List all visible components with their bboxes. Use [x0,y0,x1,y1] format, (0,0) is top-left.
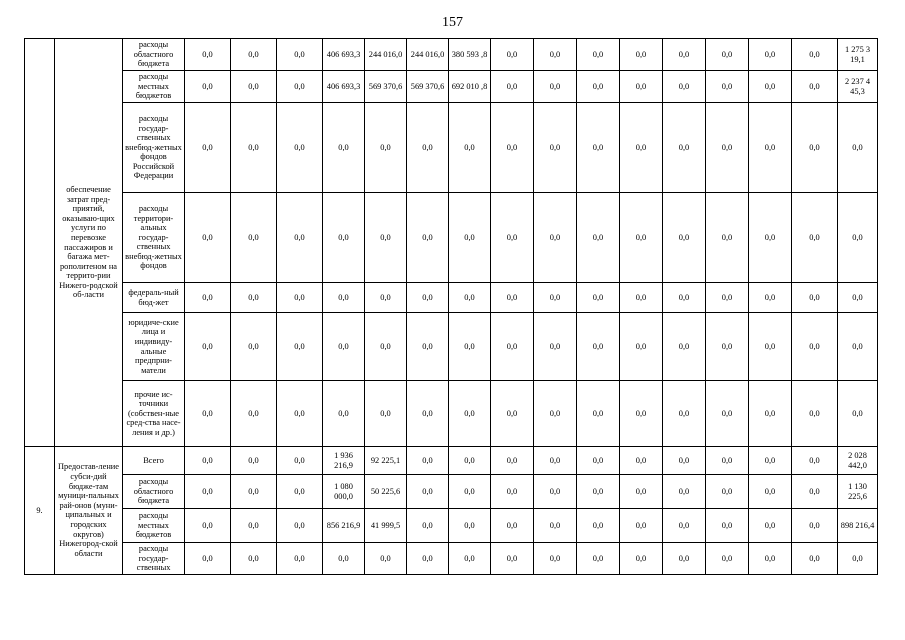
value-cell: 0,0 [706,543,749,575]
value-cell: 0,0 [231,71,277,103]
value-cell: 0,0 [749,447,792,475]
value-cell: 0,0 [792,193,838,283]
funding-source: расходы государ-ственных внебюд-жетных фондов Российской Федерации [123,103,185,193]
value-cell: 0,0 [277,543,323,575]
value-cell: 0,0 [706,103,749,193]
value-cell: 0,0 [323,283,365,313]
value-cell: 0,0 [706,283,749,313]
value-cell: 0,0 [577,509,620,543]
value-cell: 856 216,9 [323,509,365,543]
value-cell: 0,0 [838,193,878,283]
value-cell: 0,0 [323,543,365,575]
value-cell: 0,0 [620,381,663,447]
value-cell: 0,0 [491,103,534,193]
value-cell: 0,0 [838,103,878,193]
value-cell: 0,0 [277,193,323,283]
value-cell: 406 693,3 [323,39,365,71]
value-cell: 0,0 [534,509,577,543]
value-cell: 0,0 [749,509,792,543]
value-cell: 0,0 [620,509,663,543]
value-cell: 0,0 [749,313,792,381]
value-cell: 0,0 [449,283,491,313]
table-row [25,71,878,103]
table-row [25,509,878,543]
value-cell: 0,0 [577,447,620,475]
value-cell: 0,0 [407,543,449,575]
funding-source: расходы местных бюджетов [123,509,185,543]
table-row [25,193,878,283]
value-cell: 0,0 [577,39,620,71]
value-cell: 0,0 [577,313,620,381]
value-cell: 0,0 [792,313,838,381]
funding-source: расходы территори-альных государ-ственных внебюд-жетных фондов [123,193,185,283]
funding-source: расходы государ-ственных [123,543,185,575]
value-cell: 569 370,6 [365,71,407,103]
value-cell: 0,0 [534,39,577,71]
value-cell: 0,0 [792,447,838,475]
value-cell: 0,0 [792,381,838,447]
value-cell: 898 216,4 [838,509,878,543]
value-cell: 0,0 [534,283,577,313]
value-cell: 0,0 [365,193,407,283]
value-cell: 0,0 [620,103,663,193]
value-cell: 0,0 [663,447,706,475]
value-cell: 0,0 [231,103,277,193]
value-cell: 244 016,0 [407,39,449,71]
value-cell: 0,0 [277,39,323,71]
value-cell: 0,0 [323,103,365,193]
value-cell: 41 999,5 [365,509,407,543]
value-cell: 0,0 [663,543,706,575]
value-cell: 0,0 [706,193,749,283]
table-row [25,381,878,447]
value-cell: 0,0 [577,543,620,575]
table-row [25,103,878,193]
value-cell: 0,0 [749,193,792,283]
value-cell: 0,0 [749,543,792,575]
value-cell: 0,0 [231,193,277,283]
value-cell: 406 693,3 [323,71,365,103]
value-cell: 0,0 [838,543,878,575]
section-number [25,39,55,447]
value-cell: 0,0 [407,313,449,381]
funding-source: расходы областного бюджета [123,39,185,71]
table-row [25,283,878,313]
value-cell: 0,0 [407,509,449,543]
value-cell: 0,0 [231,543,277,575]
value-cell: 0,0 [491,509,534,543]
section-number: 9. [25,447,55,575]
value-cell: 0,0 [577,283,620,313]
value-cell: 0,0 [449,193,491,283]
value-cell: 0,0 [620,543,663,575]
value-cell: 0,0 [749,71,792,103]
value-cell: 0,0 [185,193,231,283]
value-cell: 1 130 225,6 [838,475,878,509]
value-cell: 0,0 [491,283,534,313]
value-cell: 0,0 [185,283,231,313]
value-cell: 0,0 [407,381,449,447]
value-cell: 0,0 [185,39,231,71]
value-cell: 0,0 [365,103,407,193]
value-cell: 0,0 [491,313,534,381]
value-cell: 92 225,1 [365,447,407,475]
value-cell: 0,0 [323,313,365,381]
value-cell: 0,0 [620,193,663,283]
value-cell: 0,0 [620,475,663,509]
value-cell: 0,0 [277,283,323,313]
value-cell: 0,0 [577,103,620,193]
value-cell: 0,0 [365,543,407,575]
value-cell: 0,0 [277,103,323,193]
value-cell: 0,0 [534,103,577,193]
value-cell: 0,0 [185,313,231,381]
value-cell: 569 370,6 [407,71,449,103]
value-cell: 0,0 [706,39,749,71]
value-cell: 0,0 [706,475,749,509]
value-cell: 0,0 [706,71,749,103]
value-cell: 0,0 [663,475,706,509]
value-cell: 0,0 [277,381,323,447]
value-cell: 0,0 [838,313,878,381]
value-cell: 0,0 [663,103,706,193]
value-cell: 0,0 [365,381,407,447]
value-cell: 0,0 [491,543,534,575]
value-cell: 0,0 [706,381,749,447]
funding-source: федераль-ный бюд-жет [123,283,185,313]
value-cell: 1 080 000,0 [323,475,365,509]
value-cell: 0,0 [706,313,749,381]
value-cell: 0,0 [491,39,534,71]
value-cell: 0,0 [577,193,620,283]
value-cell: 0,0 [749,475,792,509]
value-cell: 1 275 3 19,1 [838,39,878,71]
value-cell: 0,0 [185,475,231,509]
value-cell: 0,0 [277,475,323,509]
value-cell: 1 936 216,9 [323,447,365,475]
value-cell: 0,0 [491,193,534,283]
value-cell: 0,0 [792,103,838,193]
value-cell: 0,0 [185,543,231,575]
value-cell: 0,0 [449,313,491,381]
value-cell: 0,0 [534,381,577,447]
value-cell: 0,0 [365,283,407,313]
value-cell: 0,0 [407,103,449,193]
value-cell: 0,0 [792,283,838,313]
value-cell: 0,0 [185,381,231,447]
value-cell: 0,0 [449,103,491,193]
budget-table [24,38,878,575]
funding-source: Всего [123,447,185,475]
value-cell: 0,0 [449,543,491,575]
table-row [25,447,878,475]
table-row [25,313,878,381]
value-cell: 0,0 [749,103,792,193]
value-cell: 0,0 [663,509,706,543]
value-cell: 0,0 [663,193,706,283]
value-cell: 0,0 [231,381,277,447]
value-cell: 0,0 [838,283,878,313]
value-cell: 0,0 [663,39,706,71]
value-cell: 0,0 [663,283,706,313]
value-cell: 0,0 [534,543,577,575]
value-cell: 0,0 [449,475,491,509]
value-cell: 0,0 [323,381,365,447]
value-cell: 0,0 [231,283,277,313]
value-cell: 0,0 [577,71,620,103]
value-cell: 0,0 [838,381,878,447]
value-cell: 0,0 [577,475,620,509]
value-cell: 0,0 [620,283,663,313]
value-cell: 692 010 ,8 [449,71,491,103]
value-cell: 0,0 [323,193,365,283]
value-cell: 50 225,6 [365,475,407,509]
value-cell: 0,0 [534,313,577,381]
value-cell: 244 016,0 [365,39,407,71]
value-cell: 0,0 [706,447,749,475]
value-cell: 0,0 [407,475,449,509]
value-cell: 0,0 [663,71,706,103]
funding-source: юридиче-ские лица и индивиду-альные предпрни-матели [123,313,185,381]
value-cell: 0,0 [185,447,231,475]
table-row [25,543,878,575]
page-number: 157 [442,15,463,30]
value-cell: 0,0 [620,447,663,475]
value-cell: 0,0 [185,71,231,103]
value-cell: 0,0 [449,381,491,447]
value-cell: 0,0 [663,313,706,381]
value-cell: 0,0 [663,381,706,447]
value-cell: 0,0 [792,39,838,71]
value-cell: 0,0 [620,313,663,381]
value-cell: 0,0 [231,509,277,543]
value-cell: 0,0 [620,71,663,103]
value-cell: 0,0 [365,313,407,381]
value-cell: 0,0 [534,447,577,475]
value-cell: 0,0 [449,447,491,475]
value-cell: 0,0 [534,193,577,283]
value-cell: 0,0 [231,447,277,475]
value-cell: 0,0 [185,103,231,193]
value-cell: 0,0 [749,381,792,447]
value-cell: 0,0 [231,475,277,509]
value-cell: 0,0 [277,447,323,475]
table-row [25,475,878,509]
value-cell: 0,0 [620,39,663,71]
value-cell: 0,0 [577,381,620,447]
value-cell: 0,0 [185,509,231,543]
value-cell: 0,0 [491,71,534,103]
value-cell: 0,0 [792,543,838,575]
value-cell: 0,0 [231,39,277,71]
value-cell: 0,0 [407,447,449,475]
value-cell: 0,0 [534,71,577,103]
value-cell: 0,0 [491,447,534,475]
measure-name: Предостав-ление субси-дий бюдже-там муници-пальных рай-онов (муни-ципальных и городских округов) Нижегород-ской области [55,447,123,575]
value-cell: 0,0 [706,509,749,543]
value-cell: 0,0 [277,313,323,381]
value-cell: 0,0 [491,475,534,509]
value-cell: 0,0 [749,39,792,71]
value-cell: 0,0 [534,475,577,509]
funding-source: расходы областного бюджета [123,475,185,509]
value-cell: 0,0 [792,475,838,509]
value-cell: 2 237 4 45,3 [838,71,878,103]
funding-source: расходы местных бюджетов [123,71,185,103]
value-cell: 2 028 442,0 [838,447,878,475]
value-cell: 0,0 [277,509,323,543]
value-cell: 0,0 [792,509,838,543]
value-cell: 0,0 [407,193,449,283]
table-row [25,39,878,71]
value-cell: 0,0 [491,381,534,447]
value-cell: 0,0 [231,313,277,381]
value-cell: 0,0 [449,509,491,543]
funding-source: прочие ис-точники (собствен-ные сред-ства насе-ления и др.) [123,381,185,447]
value-cell: 0,0 [792,71,838,103]
value-cell: 0,0 [277,71,323,103]
value-cell: 380 593 ,8 [449,39,491,71]
value-cell: 0,0 [407,283,449,313]
value-cell: 0,0 [749,283,792,313]
measure-name: обеспечение затрат пред-приятий, оказываю-щих услуги по перевозке пассажиров и багажа мет-рополитеном на террито-рии Нижего-родской об-ласти [55,39,123,447]
